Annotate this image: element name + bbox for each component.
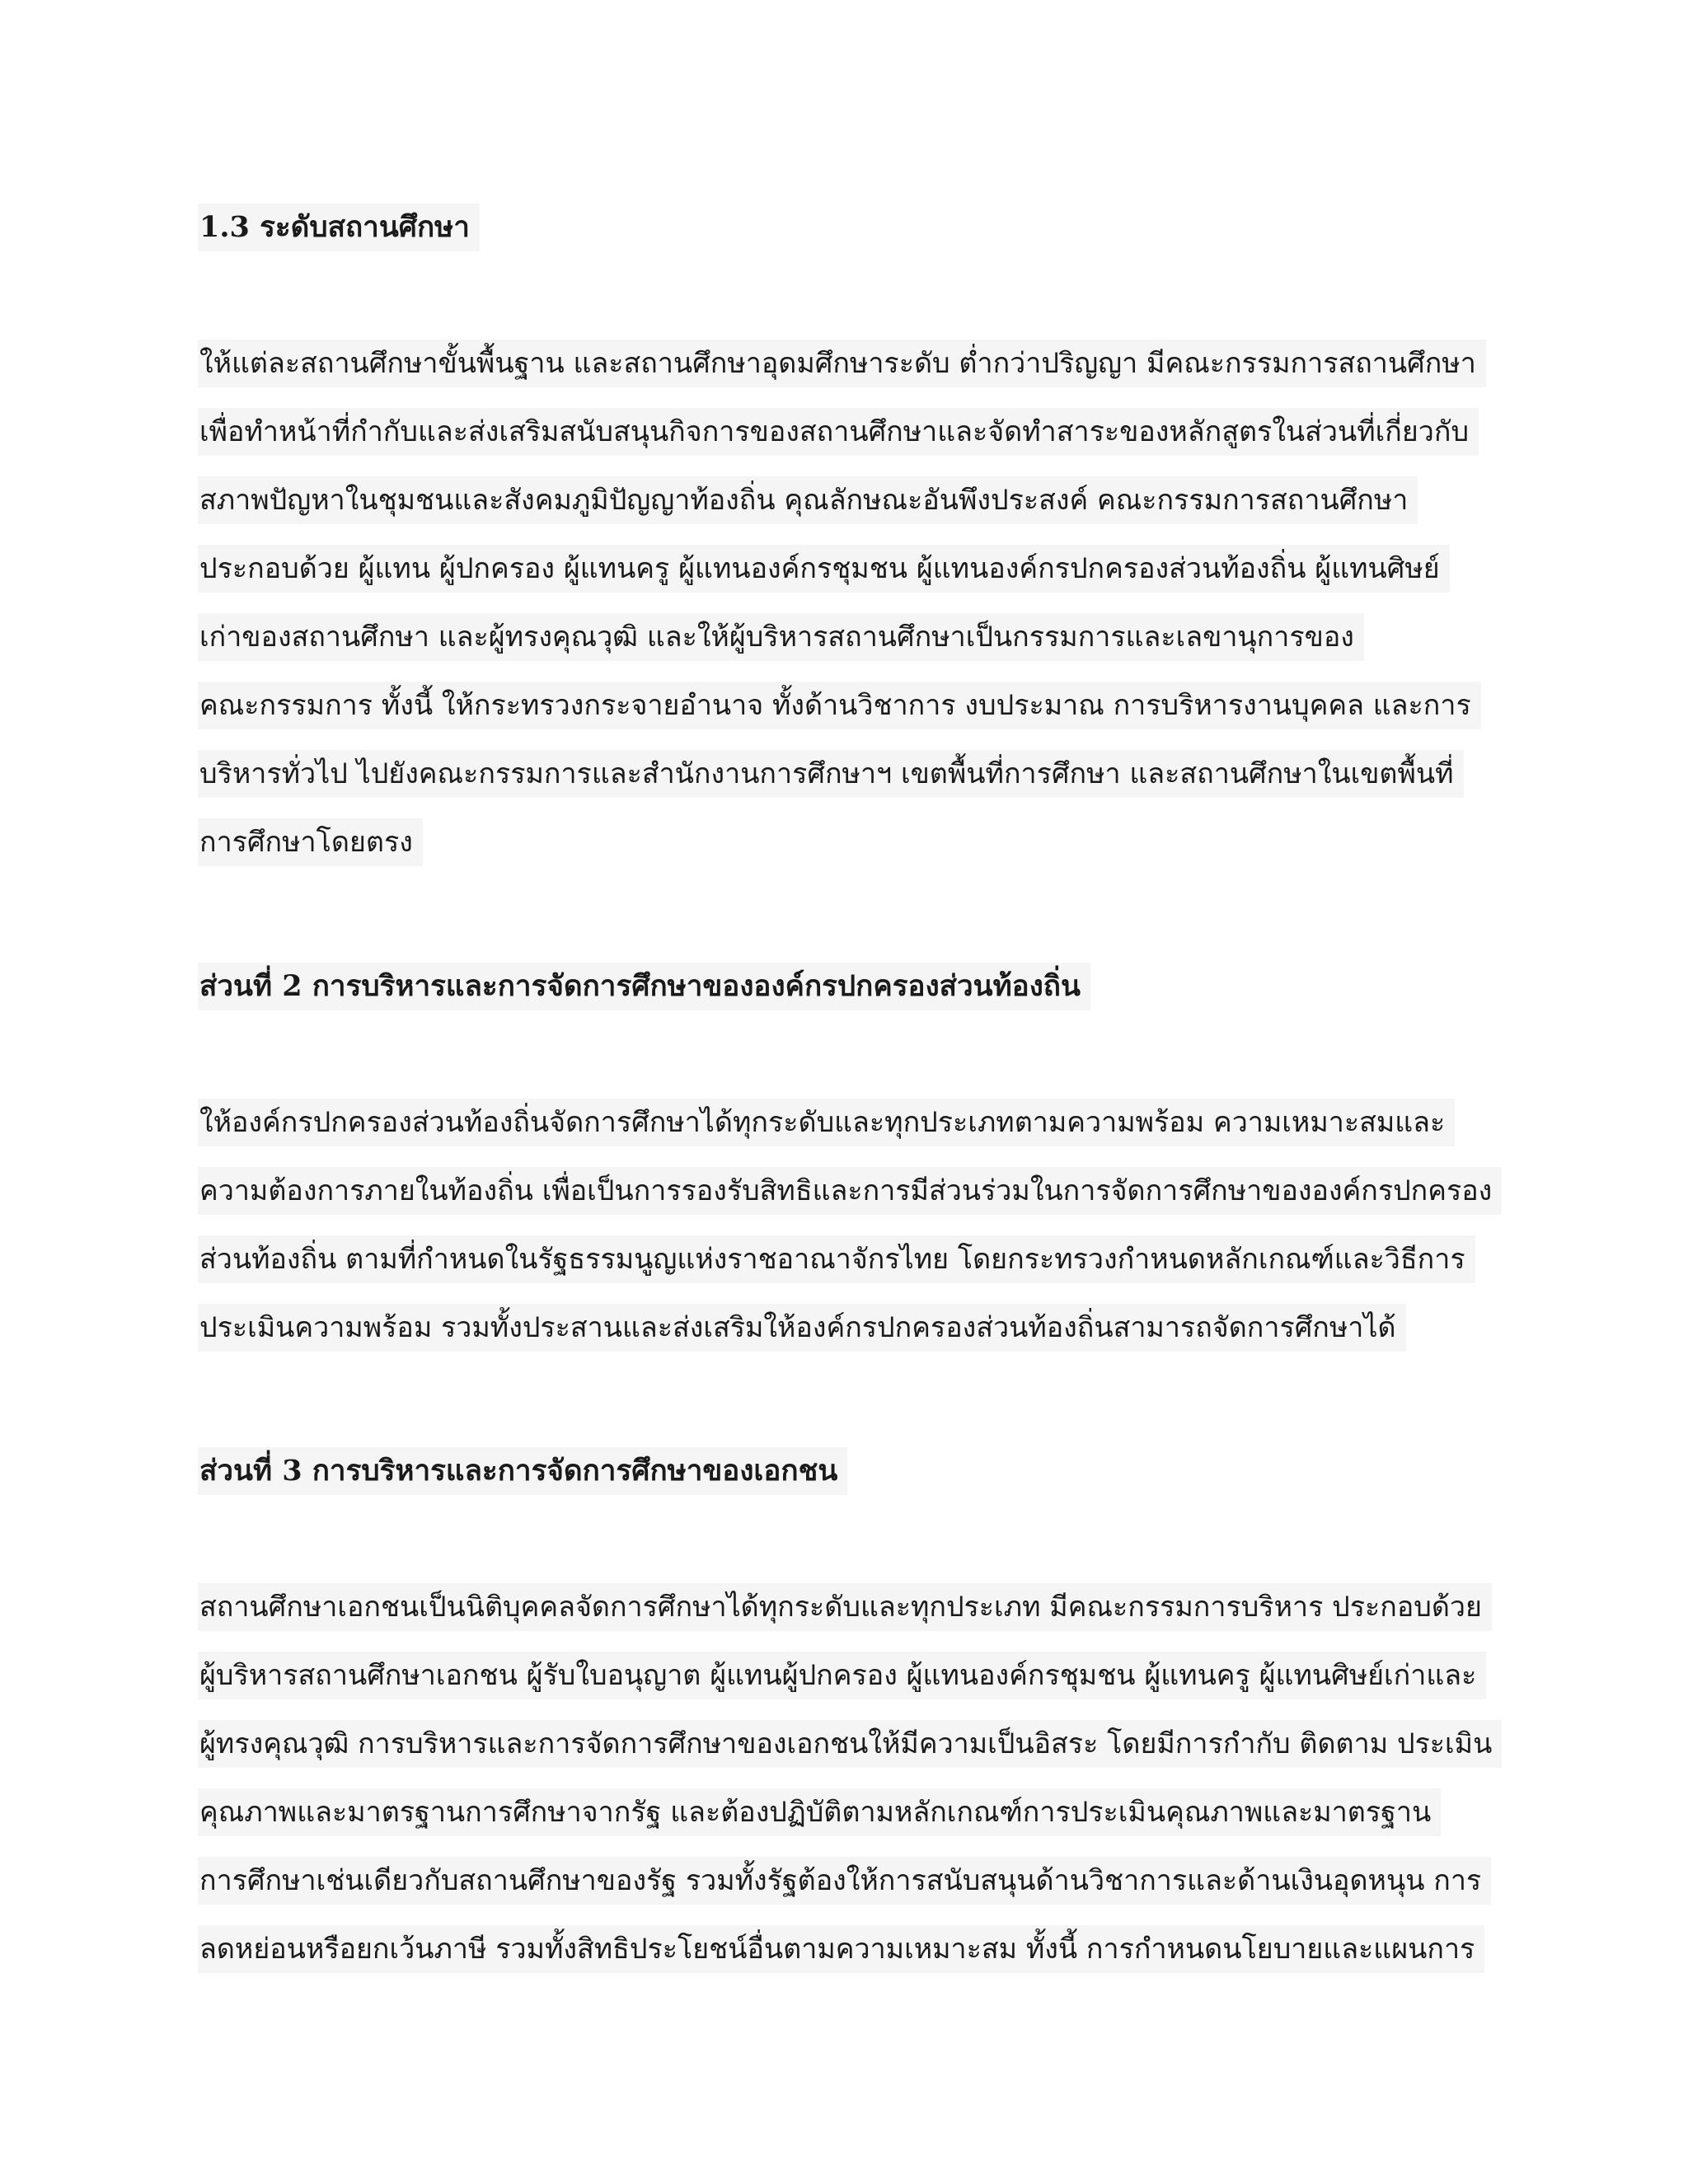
paragraph-line: การศึกษาเช่นเดียวกับสถานศึกษาของรัฐ รวมทั้งรัฐต้องให้การสนับสนุนด้านวิชาการและด้านเงินอุดหนุน การ <box>198 1857 1491 1905</box>
paragraph-line: บริหารทั่วไป ไปยังคณะกรรมการและสำนักงานการศึกษาฯ เขตพื้นที่การศึกษา และสถานศึกษาในเขตพื้นที่ <box>198 750 1464 798</box>
paragraph-line: ให้แต่ละสถานศึกษาขั้นพื้นฐาน และสถานศึกษาอุดมศึกษาระดับ ต่ำกว่าปริญญา มีคณะกรรมการสถานศึกษา <box>198 340 1486 387</box>
paragraph-line: คณะกรรมการ ทั้งนี้ ให้กระทรวงกระจายอำนาจ ทั้งด้านวิชาการ งบประมาณ การบริหารงานบุคคล และการ <box>198 682 1481 729</box>
paragraph-line: ส่วนท้องถิ่น ตามที่กำหนดในรัฐธรรมนูญแห่งราชอาณาจักรไทย โดยกระทรวงกำหนดหลักเกณฑ์และวิธีการ <box>198 1235 1475 1283</box>
paragraph-line: คุณภาพและมาตรฐานการศึกษาจากรัฐ และต้องปฏิบัติตามหลักเกณฑ์การประเมินคุณภาพและมาตรฐาน <box>198 1788 1441 1836</box>
paragraph-line: ผู้บริหารสถานศึกษาเอกชน ผู้รับใบอนุญาต ผู้แทนผู้ปกครอง ผู้แทนองค์กรชุมชน ผู้แทนครู ผู้แทนศิษย์เก่าและ <box>198 1652 1486 1699</box>
paragraph-line: เก่าของสถานศึกษา และผู้ทรงคุณวุฒิ และให้ผู้บริหารสถานศึกษาเป็นกรรมการและเลขานุการของ <box>198 613 1364 661</box>
paragraph-line: เพื่อทำหน้าที่กำกับและส่งเสริมสนับสนุนกิจการของสถานศึกษาและจัดทำสาระของหลักสูตรในส่วนที่เกี่ยวกับ <box>198 408 1479 456</box>
paragraph-line: ให้องค์กรปกครองส่วนท้องถิ่นจัดการศึกษาได้ทุกระดับและทุกประเภทตามความพร้อม ความเหมาะสมและ <box>198 1099 1455 1146</box>
section-1-3-heading: 1.3 ระดับสถานศึกษา <box>198 204 480 251</box>
section-3-heading: ส่วนที่ 3 การบริหารและการจัดการศึกษาของเอกชน <box>198 1447 847 1495</box>
paragraph-line: ผู้ทรงคุณวุฒิ การบริหารและการจัดการศึกษาของเอกชนให้มีความเป็นอิสระ โดยมีการกำกับ ติดตาม ประเมิน <box>198 1720 1502 1768</box>
paragraph-line: ประกอบด้วย ผู้แทน ผู้ปกครอง ผู้แทนครู ผู้แทนองค์กรชุมชน ผู้แทนองค์กรปกครองส่วนท้องถิ่น ผู้แทนศิษย์ <box>198 545 1450 593</box>
paragraph-line: สถานศึกษาเอกชนเป็นนิติบุคคลจัดการศึกษาได้ทุกระดับและทุกประเภท มีคณะกรรมการบริหาร ประกอบด้วย <box>198 1583 1492 1631</box>
section-2-heading: ส่วนที่ 2 การบริหารและการจัดการศึกษาขององค์กรปกครองส่วนท้องถิ่น <box>198 963 1090 1010</box>
paragraph-line: สภาพปัญหาในชุมชนและสังคมภูมิปัญญาท้องถิ่น คุณลักษณะอันพึงประสงค์ คณะกรรมการสถานศึกษา <box>198 476 1418 524</box>
paragraph-line: ประเมินความพร้อม รวมทั้งประสานและส่งเสริมให้องค์กรปกครองส่วนท้องถิ่นสามารถจัดการศึกษาได้ <box>198 1304 1406 1352</box>
paragraph-line: การศึกษาโดยตรง <box>198 818 423 866</box>
paragraph-line: ความต้องการภายในท้องถิ่น เพื่อเป็นการรองรับสิทธิและการมีส่วนร่วมในการจัดการศึกษาขององค์กรปกครอง <box>198 1167 1502 1215</box>
paragraph-line: ลดหย่อนหรือยกเว้นภาษี รวมทั้งสิทธิประโยชน์อื่นตามความเหมาะสม ทั้งนี้ การกำหนดนโยบายและแผนการ <box>198 1925 1484 1973</box>
